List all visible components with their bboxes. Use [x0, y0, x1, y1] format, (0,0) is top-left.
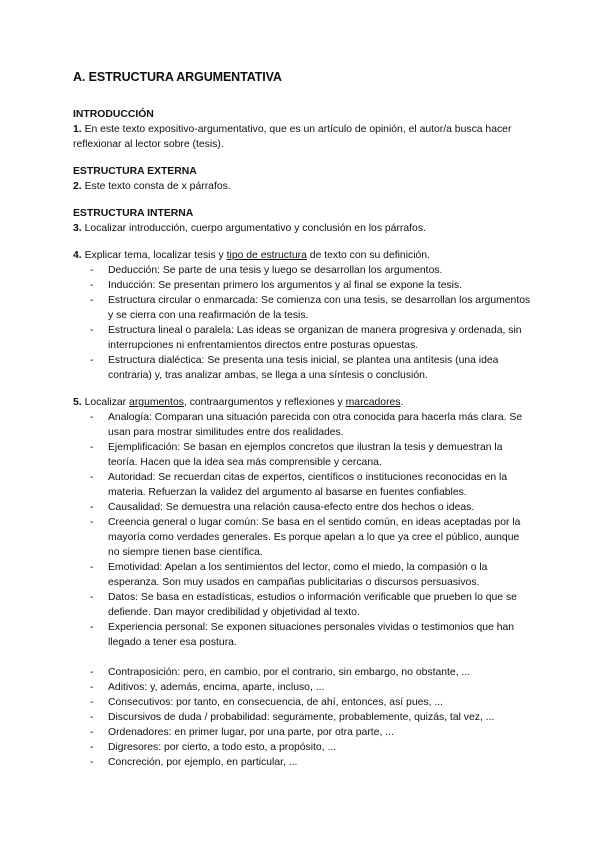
list-item [73, 323, 533, 353]
externa-heading: ESTRUCTURA EXTERNA [73, 166, 197, 177]
dash-bullet: - [90, 502, 94, 513]
section-introduccion [73, 107, 533, 152]
dash-bullet: - [90, 757, 94, 768]
dash-bullet: - [90, 325, 94, 336]
markers-list [73, 665, 533, 770]
list-item [73, 725, 533, 740]
list-item [73, 755, 533, 770]
list-item [73, 278, 533, 293]
dash-bullet: - [90, 562, 94, 573]
document-content [73, 70, 533, 782]
list-item-text: Inducción: Se presentan primero los argumentos y al final se expone la tesis. [108, 280, 463, 291]
section-interna [73, 206, 533, 236]
list-item-text: Datos: Se basa en estadísticas, estudios o información verificable que prueben lo que se defiende. Dan mayor credibilidad y objetividad al texto. [108, 592, 517, 618]
list-item-text: Aditivos: y, además, encima, aparte, incluso, ... [108, 682, 325, 693]
dash-bullet: - [90, 412, 94, 423]
introduccion-text: En este texto expositivo-argumentativo, que es un artículo de opinión, el autor/a busca hacer reflexionar al lector sobre (tesis). [73, 124, 512, 150]
list-item-text: Estructura circular o enmarcada: Se comienza con una tesis, se desarrollan los argumentos y se cierra con una reafirmación de la tesis. [108, 295, 531, 321]
dash-bullet: - [90, 697, 94, 708]
dash-bullet: - [90, 592, 94, 603]
item-number: 2. [73, 181, 82, 192]
list-item [73, 560, 533, 590]
list-item-text: Causalidad: Se demuestra una relación causa-efecto entre dos hechos o ideas. [108, 502, 475, 513]
list-item-text: Experiencia personal: Se exponen situaciones personales vividas o testimonios que han llegado a tener esa postura. [108, 622, 515, 648]
list-item-text: Analogía: Comparan una situación parecida con otra conocida para hacerla más clara. Se usan para mostrar similitudes entre dos realidades. [108, 412, 523, 438]
list-item-text: Estructura lineal o paralela: Las ideas se organizan de manera progresiva y ordenada, sin interrupciones ni enfrentamientos directos entre posturas opuestas. [108, 325, 522, 351]
dash-bullet: - [90, 295, 94, 306]
introduccion-paragraph [73, 122, 533, 152]
point5-paragraph [73, 395, 533, 410]
list-item-text: Creencia general o lugar común: Se basa en el sentido común, en ideas aceptadas por la mayoría como verdades generales. Es porque apelan a lo que ya cree el público, aunque no siempre tienen base científica. [108, 517, 521, 558]
interna-text: Localizar introducción, cuerpo argumentativo y conclusión en los párrafos. [84, 223, 426, 234]
dash-bullet: - [90, 682, 94, 693]
item-number: 3. [73, 223, 82, 234]
list-item-text: Emotividad: Apelan a los sentimientos del lector, como el miedo, la compasión o la esperanza. Son muy usados en campañas publicitarias o discursos persuasivos. [108, 562, 488, 588]
dash-bullet: - [90, 280, 94, 291]
list-item-text: Ordenadores: en primer lugar, por una parte, por otra parte, ... [108, 727, 394, 738]
dash-bullet: - [90, 712, 94, 723]
list-item-text: Discursivos de duda / probabilidad: seguramente, probablemente, quizás, tal vez, ... [108, 712, 495, 723]
list-item-text: Estructura dialéctica: Se presenta una tesis inicial, se plantea una antítesis (una idea contraria) y, tras analizar ambas, se llega a una síntesis o conclusión. [108, 355, 499, 381]
argumentos-link[interactable]: argumentos [129, 397, 184, 408]
tipo-estructura-link[interactable]: tipo de estructura [226, 250, 307, 261]
section-point4 [73, 248, 533, 383]
list-spacer [73, 650, 533, 665]
point5-text-middle: , contraargumentos y reflexiones y [183, 397, 346, 408]
list-item [73, 710, 533, 725]
list-item [73, 620, 533, 650]
dash-bullet: - [90, 265, 94, 276]
list-item-text: Consecutivos: por tanto, en consecuencia, de ahí, entonces, así pues, ... [108, 697, 444, 708]
list-item-text: Digresores: por cierto, a todo esto, a propósito, ... [108, 742, 337, 753]
list-item [73, 293, 533, 323]
list-item-text: Concreción, por ejemplo, en particular, ... [108, 757, 298, 768]
item-number: 1. [73, 124, 82, 135]
dash-bullet: - [90, 355, 94, 366]
list-item [73, 515, 533, 560]
argument-types-list [73, 410, 533, 650]
point5-text-before: Localizar [84, 397, 130, 408]
dash-bullet: - [90, 727, 94, 738]
introduccion-heading: INTRODUCCIÓN [73, 109, 154, 120]
interna-heading: ESTRUCTURA INTERNA [73, 208, 194, 219]
list-item [73, 665, 533, 680]
list-item [73, 680, 533, 695]
dash-bullet: - [90, 472, 94, 483]
list-item [73, 353, 533, 383]
structure-types-list [73, 263, 533, 383]
list-item [73, 740, 533, 755]
list-item [73, 470, 533, 500]
section-point5 [73, 395, 533, 770]
list-item [73, 500, 533, 515]
item-number: 4. [73, 250, 82, 261]
item-number: 5. [73, 397, 82, 408]
dash-bullet: - [90, 517, 94, 528]
list-item-text: Contraposición: pero, en cambio, por el contrario, sin embargo, no obstante, ... [108, 667, 471, 678]
point4-paragraph [73, 248, 533, 263]
list-item [73, 590, 533, 620]
dash-bullet: - [90, 667, 94, 678]
marcadores-link[interactable]: marcadores [345, 397, 401, 408]
dash-bullet: - [90, 442, 94, 453]
page-title: A. ESTRUCTURA ARGUMENTATIVA [73, 70, 282, 84]
list-item [73, 410, 533, 440]
point4-text-after: de texto con su definición. [306, 250, 430, 261]
dash-bullet: - [90, 742, 94, 753]
list-item-text: Ejemplificación: Se basan en ejemplos concretos que ilustran la tesis y demuestran la teoría. Hacen que la idea sea más comprensible y cercana. [108, 442, 503, 468]
list-item [73, 695, 533, 710]
dash-bullet: - [90, 622, 94, 633]
list-item-text: Autoridad: Se recuerdan citas de expertos, científicos o instituciones reconocidas en la materia. Refuerzan la validez del argumento al basarse en fuentes confiables. [108, 472, 508, 498]
externa-text: Este texto consta de x párrafos. [84, 181, 231, 192]
section-externa [73, 164, 533, 194]
interna-paragraph [73, 221, 533, 236]
point4-text-before: Explicar tema, localizar tesis y [84, 250, 227, 261]
list-item [73, 440, 533, 470]
list-item-text: Deducción: Se parte de una tesis y luego se desarrollan los argumentos. [108, 265, 443, 276]
externa-paragraph [73, 179, 533, 194]
list-item [73, 263, 533, 278]
point5-text-after: . [400, 397, 404, 408]
